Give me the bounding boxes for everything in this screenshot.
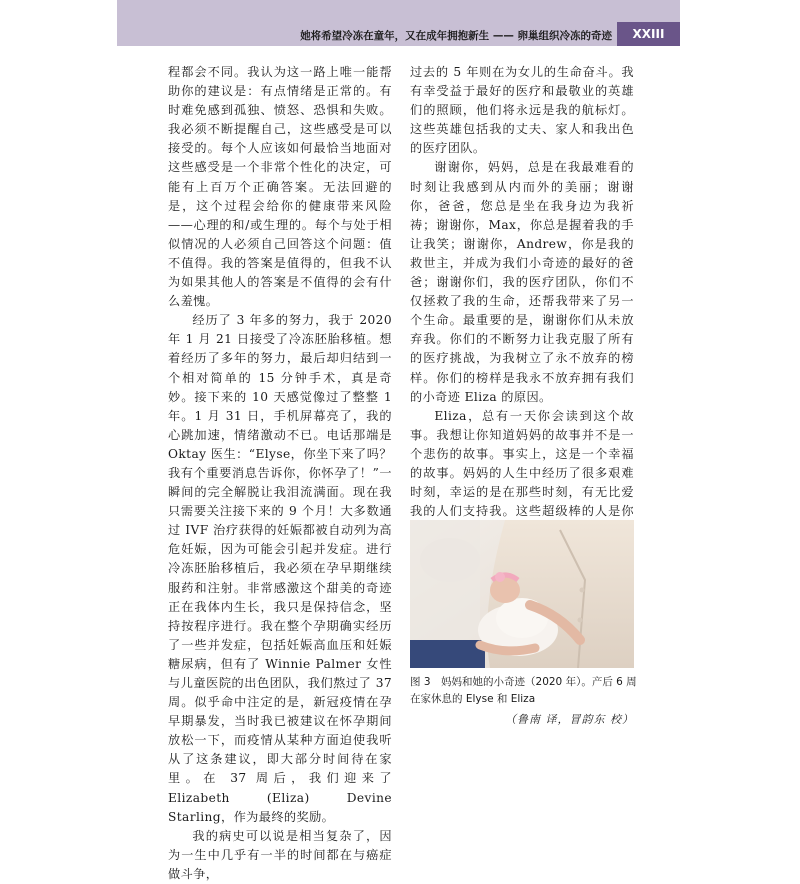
paragraph: 过去的 5 年则在为女儿的生命奋斗。我有幸受益于最好的医疗和最敬业的英雄们的照顾，他们将永远是我的航标灯。这些英雄包括我的丈夫、家人和我出色的医疗团队。 [410, 65, 634, 156]
figure-caption [410, 674, 640, 708]
paragraph: 我的病史可以说是相当复杂了，因为一生中几乎有一半的时间都在与癌症做斗争， [168, 828, 392, 881]
caption-line: 在家休息的 Elyse 和 Eliza [410, 693, 536, 705]
page-number: XXIII [617, 22, 680, 46]
running-header-title: 她将希望冷冻在童年，又在成年拥抱新生 —— 卵巢组织冷冻的奇迹 [300, 30, 612, 42]
paragraph: Eliza，总有一天你会读到这个故事。我想让你知道妈妈的故事并不是一个悲伤的故事。事实上，这是一个幸福的故事。妈妈的人生中经历了很多艰难时刻，幸运的是在那些时刻，有无比爱我的人们支持我。这些超级棒的人是你 [410, 408, 634, 519]
figure-photo-mother-and-baby [410, 520, 634, 668]
paragraph: 程都会不同。我认为这一路上唯一能帮助你的建议是：有点情绪是正常的。有时难免感到孤独、愤怒、恐惧和失败。我必须不断提醒自己，这些感受是可以接受的。每个人应该如何最恰当地面对这些感受是一个非常个性化的决定，可能有上百万个正确答案。无法回避的是，这个过程会给你的健康带来风险——心理的和/或生理的。每个与处于相似情况的人必须自己回答这个问题：值不值得。我的答案是值得的，但我不认为如果其他人的答案是不值得的会有什么羞愧。 [168, 65, 392, 309]
right-text-column [410, 63, 634, 579]
caption-line: 图 3 妈妈和她的小奇迹（2020 年）。产后 6 周 [410, 676, 637, 688]
translator-credit: （鲁南 译，冒韵东 校） [505, 713, 634, 726]
left-text-column [168, 63, 392, 884]
paragraph: 经历了 3 年多的努力，我于 2020 年 1 月 21 日接受了冷冻胚胎移植。想着经历了多年的努力，最后却归结到一个相对简单的 15 分钟手术，真是奇妙。接下来的 10 天感觉像过了整整 1 年。1 月 31 日，手机屏幕亮了，我的心跳加速，情绪激动不已。电话那端是 Oktay 医生：“Elyse，你坐下来了吗？我有个重要消息告诉你，你怀孕了！”一瞬间的完全解脱让我泪流满面。现在我只需要关注接下来的 9 个月！大多数通过 IVF 治疗获得的妊娠都被自动列为高危妊娠，因为可能会引起并发症。进行冷冻胚胎移植后，我必须在孕早期继续服药和注射。非常感激这个甜美的奇迹正在我体内生长，我只是保持信念，坚持按程序进行。我在整个孕期确实经历了一些并发症，包括妊娠高血压和妊娠糖尿病，但有了 Winnie Palmer 女性与儿童医院的出色团队，我们熬过了 37 周。似乎命中注定的是，新冠疫情在孕早期暴发，当时我已被建议在怀孕期间放松一下，而疫情从某种方面迫使我听从了这条建议，即大部分时间待在家里。在 37 周后，我们迎来了 Elizabeth (Eliza) Devine Starling，作为最终的奖励。 [168, 313, 392, 824]
paragraph: 谢谢你，妈妈，总是在我最难看的时刻让我感到从内而外的美丽；谢谢你，爸爸，您总是坐在我身边为我祈祷；谢谢你，Max，你总是握着我的手让我笑；谢谢你，Andrew，你是我的救世主，并成为我们小奇迹的最好的爸爸；谢谢你们，我的医疗团队，你们不仅拯救了我的生命，还帮我带来了另一个生命。最重要的是，谢谢你们从未放弃我。你们的不断努力让我克服了所有的医疗挑战，为我树立了永不放弃的榜样。你们的榜样是我永不放弃拥有我们的小奇迹 Eliza 的原因。 [410, 160, 634, 404]
